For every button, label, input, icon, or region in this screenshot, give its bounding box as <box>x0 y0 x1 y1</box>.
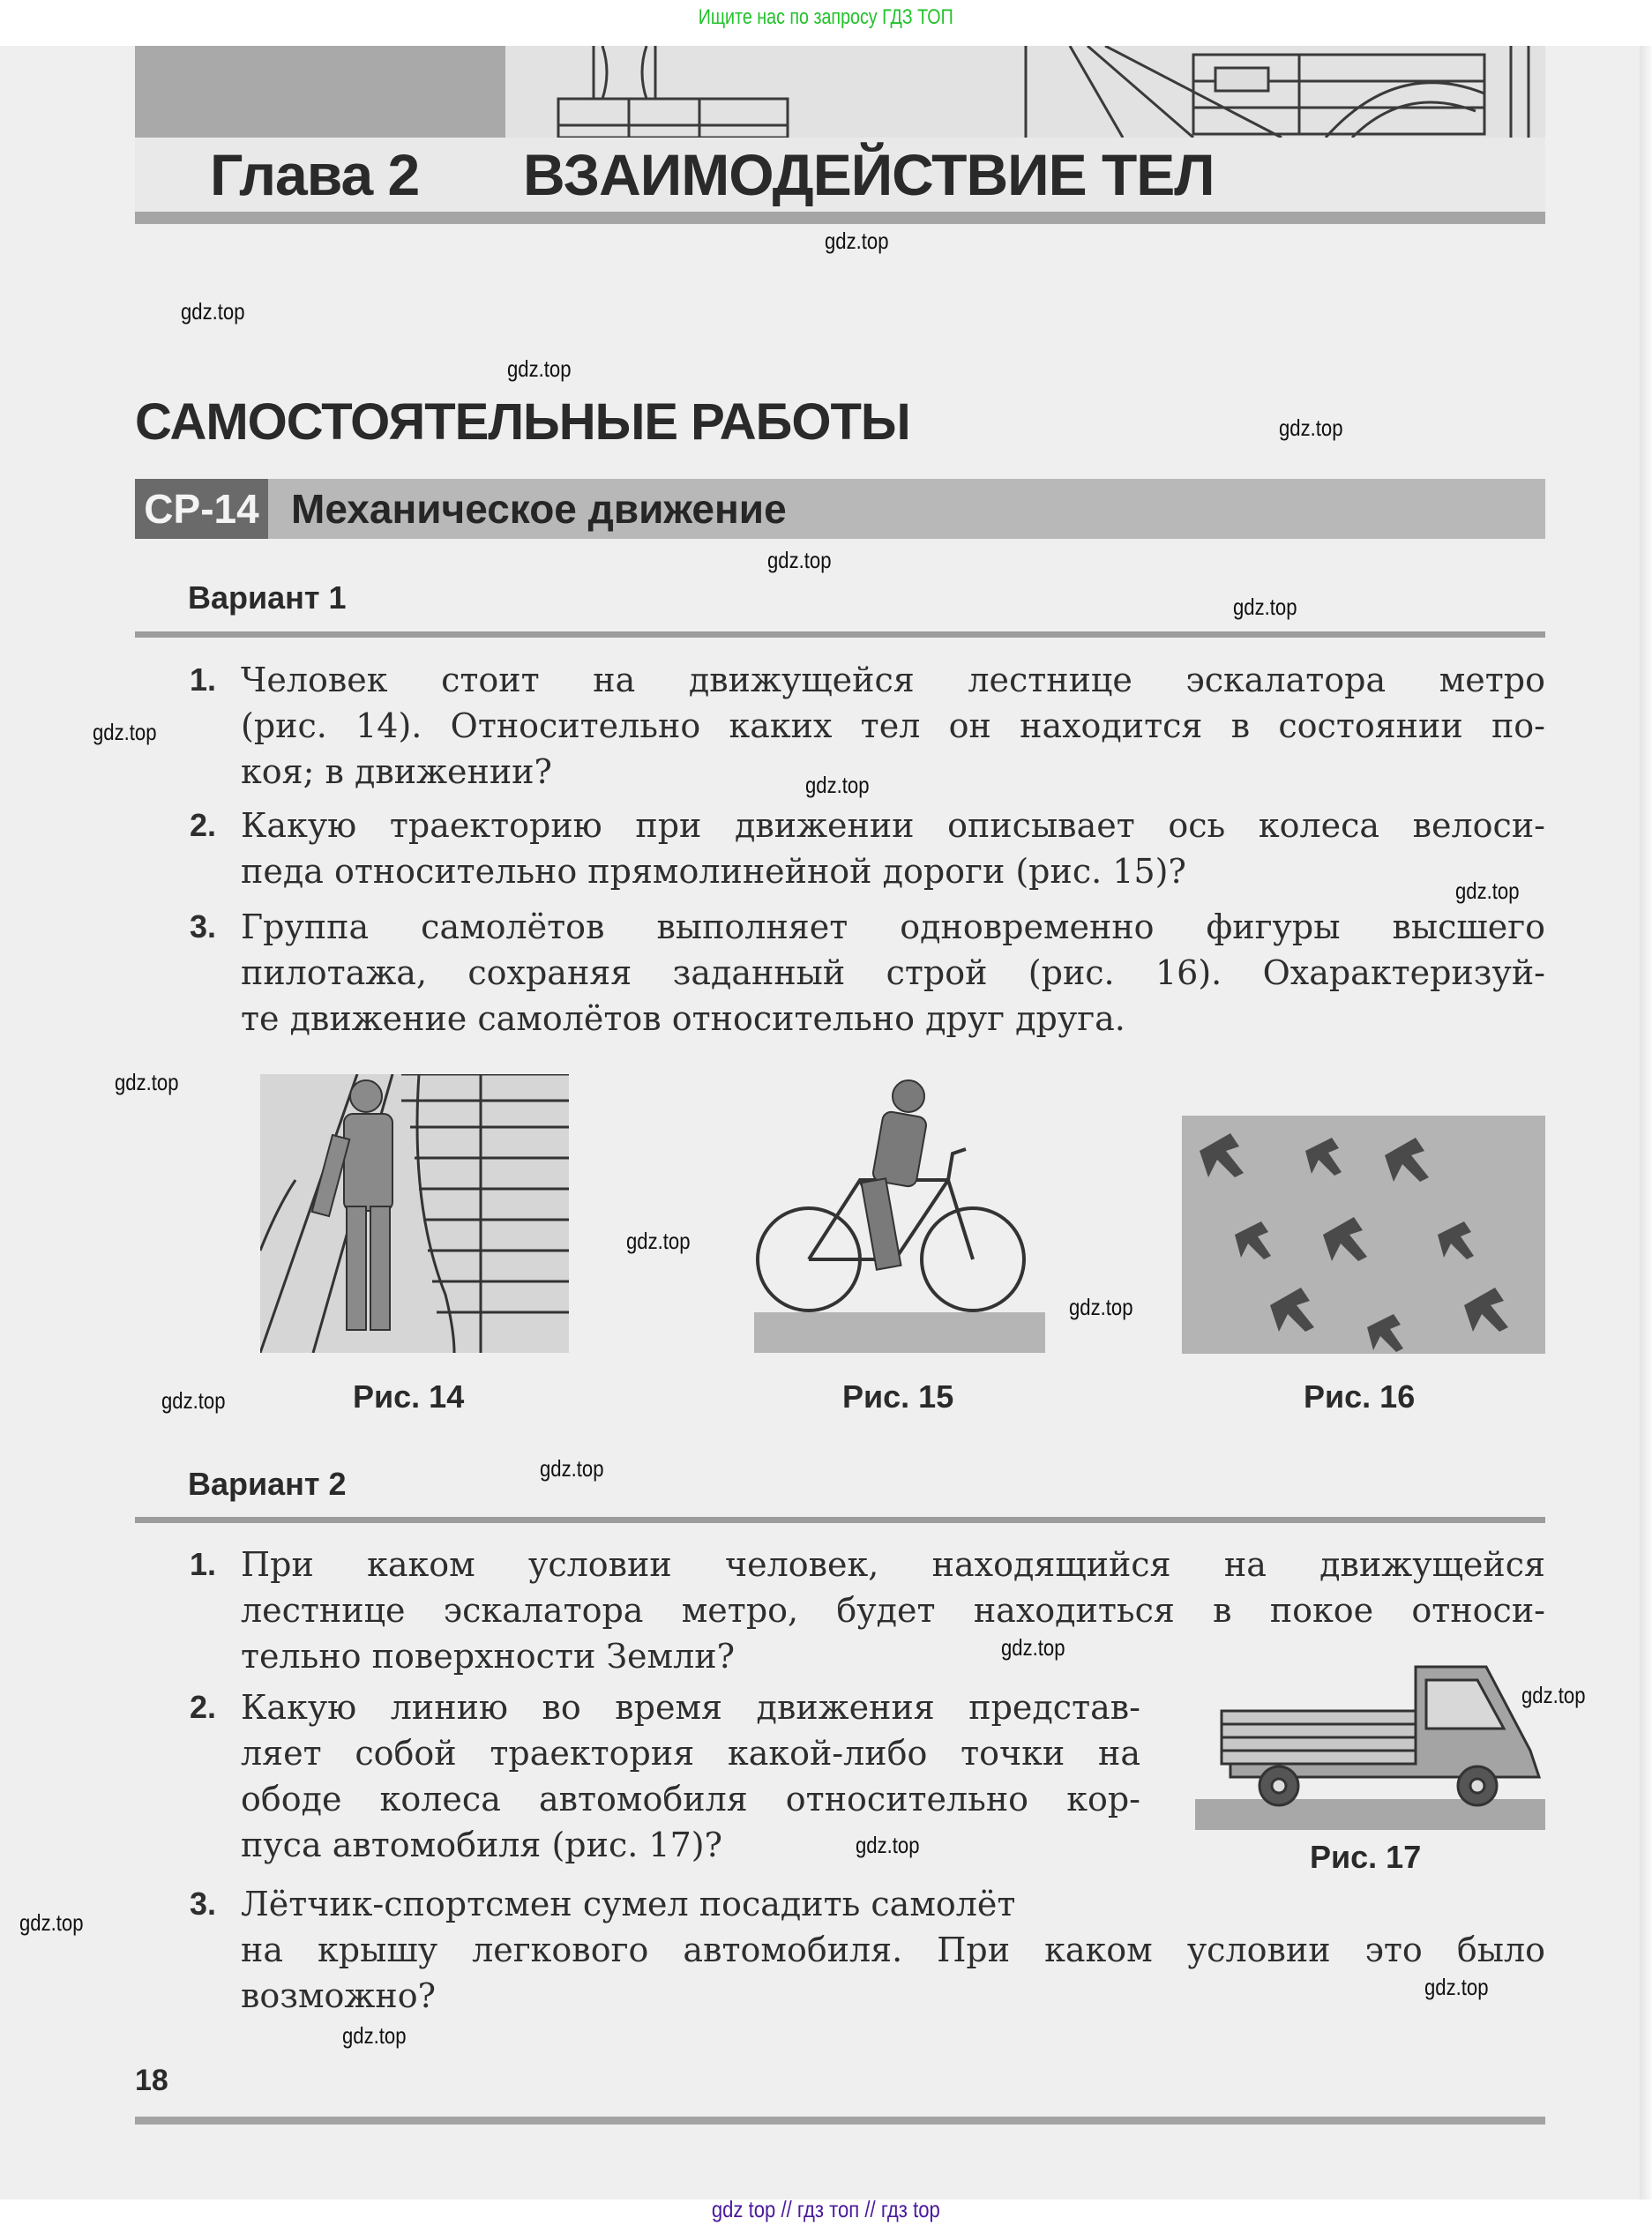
watermark: gdz.top <box>161 1387 226 1414</box>
watermark: gdz.top <box>1521 1682 1586 1708</box>
watermark: gdz.top <box>1069 1294 1133 1320</box>
figure-15-caption: Рис. 15 <box>842 1378 954 1415</box>
chapter-header-illustration <box>135 46 1545 138</box>
figure-14-caption: Рис. 14 <box>353 1378 465 1415</box>
watermark: gdz.top <box>1001 1634 1065 1661</box>
watermark: gdz.top <box>805 772 870 798</box>
work-code-badge: СР-14 <box>135 479 268 539</box>
watermark: gdz.top <box>626 1228 691 1254</box>
watermark: gdz.top <box>1455 878 1520 904</box>
watermark: gdz.top <box>1424 1974 1489 2000</box>
watermark: gdz.top <box>93 719 157 745</box>
watermark: gdz.top <box>540 1455 604 1482</box>
variant-1-question-1: 1. Человек стоит на движущейся лестнице эскалатора метро (рис. 14). Относительно каких тел он находится в состоянии по- коя; в движении? <box>190 661 1545 791</box>
machinery-drawing-icon <box>135 46 1545 138</box>
page-number: 18 <box>135 2064 168 2097</box>
work-title: Механическое движение <box>291 486 787 532</box>
search-banner[interactable]: Ищите нас по запросу ГДЗ ТОП <box>698 5 953 29</box>
watermark: gdz.top <box>181 298 245 325</box>
watermark: gdz.top <box>1279 414 1343 441</box>
jet-formation-icon <box>1182 1116 1545 1354</box>
escalator-person-icon <box>260 1074 569 1353</box>
variant-2-rule <box>135 1517 1545 1523</box>
figure-16-caption: Рис. 16 <box>1304 1378 1416 1415</box>
watermark: gdz.top <box>1233 594 1297 620</box>
figure-17-truck <box>1195 1662 1545 1830</box>
watermark: gdz.top <box>507 355 572 382</box>
figure-15-cyclist <box>754 1074 1045 1353</box>
variant-1-question-3: 3. Группа самолётов выполняет одновременно фигуры высшего пилотажа, сохраняя заданный строй (рис. 16). Охарактеризуй- те движение самолётов относительно друг друга. <box>190 907 1545 1038</box>
variant-1-rule <box>135 631 1545 638</box>
figure-16-jets <box>1182 1116 1545 1354</box>
variant-2-label: Вариант 2 <box>188 1466 347 1502</box>
variant-1-label: Вариант 1 <box>188 579 347 616</box>
truck-icon <box>1195 1662 1545 1830</box>
cyclist-icon <box>754 1074 1045 1353</box>
variant-2-question-3: 3. Лётчик-спортсмен сумел посадить самолёт на крышу легкового автомобиля. При каком условии это было возможно? <box>190 1885 1545 2015</box>
chapter-title: ВЗАИМОДЕЙСТВИЕ ТЕЛ <box>523 142 1215 207</box>
variant-1-question-2: 2. Какую траекторию при движении описывает ось колеса велоси- педа относительно прямолинейной дороги (рис. 15)? <box>190 806 1545 891</box>
figure-17-caption: Рис. 17 <box>1310 1839 1422 1875</box>
page-edge <box>1640 46 1652 2199</box>
watermark: gdz.top <box>825 228 889 254</box>
watermark: gdz.top <box>767 547 832 573</box>
chapter-divider <box>135 212 1545 224</box>
watermark: gdz.top <box>856 1832 920 1858</box>
section-title: САМОСТОЯТЕЛЬНЫЕ РАБОТЫ <box>135 393 910 451</box>
page-bottom-rule <box>135 2117 1545 2125</box>
footer-links[interactable]: gdz top // гдз топ // гдз top <box>712 2196 940 2222</box>
watermark: gdz.top <box>115 1069 179 1095</box>
variant-2-question-1: 1. При каком условии человек, находящийся на движущейся лестнице эскалатора метро, будет находиться в покое относи- тельно поверхности Земли? <box>190 1545 1545 1676</box>
watermark: gdz.top <box>342 2022 407 2049</box>
watermark: gdz.top <box>19 1909 84 1936</box>
variant-2-question-2: 2. Какую линию во время движения представ- ляет собой траектория какой-либо точки на ободе колеса автомобиля относительно кор- пуса автомобиля (рис. 17)? <box>190 1688 1140 1864</box>
chapter-number: Глава 2 <box>210 142 420 207</box>
figure-14-escalator <box>260 1074 569 1353</box>
